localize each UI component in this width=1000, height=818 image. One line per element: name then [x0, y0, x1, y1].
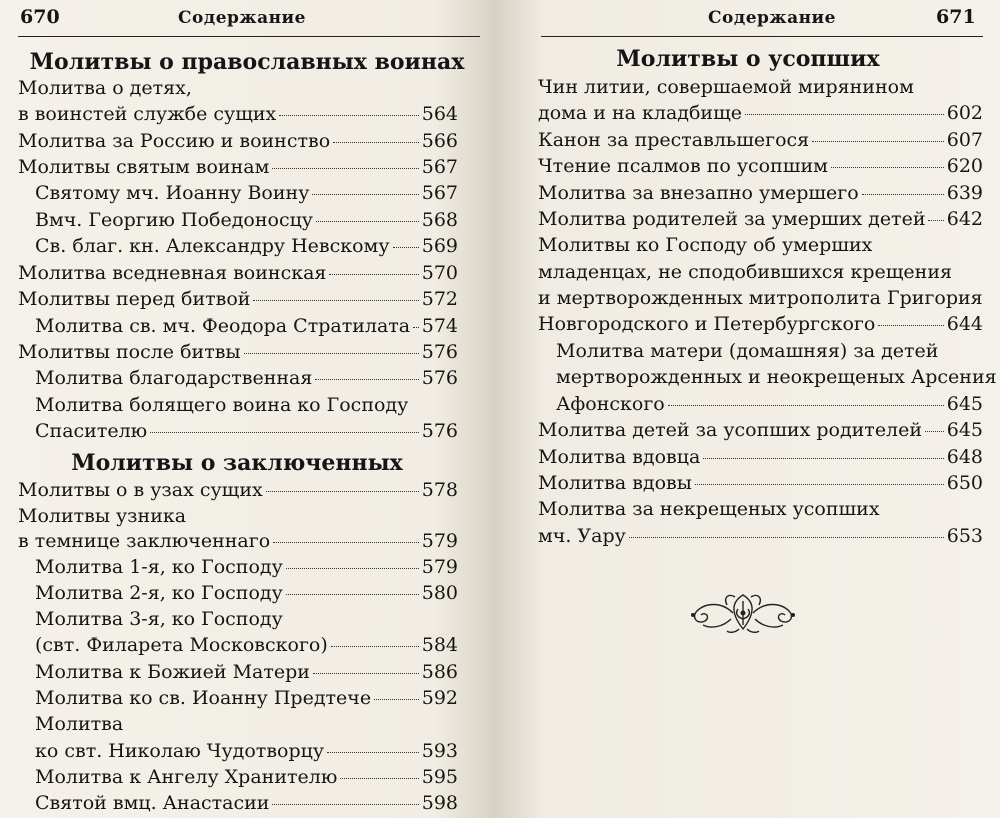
entry-page-number: 653 [946, 525, 983, 547]
toc-entry[interactable] [18, 156, 458, 178]
toc-entry[interactable] [18, 341, 458, 363]
toc-entry[interactable] [35, 766, 458, 788]
entry-title: Молитва за внезапно умершего [538, 182, 859, 204]
entry-title: Молитва вдовы [538, 472, 692, 494]
entry-page-number: 569 [421, 235, 458, 257]
toc-entry-line: Чин литии, совершаемой мирянином [538, 76, 914, 98]
entry-page-number: 645 [946, 393, 983, 415]
dot-leader [745, 113, 944, 115]
dot-leader [253, 299, 418, 301]
toc-entry[interactable] [35, 367, 458, 389]
entry-page-number: 579 [421, 530, 458, 552]
entry-title: Молитва ко св. Иоанну Предтече [35, 687, 372, 709]
dot-leader [393, 246, 419, 248]
entry-title: Молитва к Ангелу Хранителю [35, 766, 338, 788]
toc-entry[interactable] [18, 530, 458, 552]
dot-leader [312, 193, 418, 195]
dot-leader [862, 193, 944, 195]
toc-entry[interactable] [35, 556, 458, 578]
entry-page-number: 620 [946, 155, 983, 177]
entry-page-number: 568 [421, 209, 458, 231]
toc-entry[interactable] [538, 208, 983, 230]
toc-entry[interactable] [35, 420, 458, 442]
toc-entry[interactable] [538, 525, 983, 547]
toc-entry[interactable] [538, 419, 983, 441]
dot-leader [333, 141, 419, 143]
toc-entry-line: Молитва болящего воина ко Господу [35, 394, 409, 416]
entry-page-number: 564 [421, 103, 458, 125]
entry-title: Молитва вседневная воинская [18, 262, 327, 284]
toc-entry[interactable] [35, 687, 458, 709]
dot-leader [273, 541, 419, 543]
entry-title: ко свт. Николаю Чудотворцу [35, 740, 325, 762]
toc-entry[interactable] [35, 209, 458, 231]
entry-title: Новгородского и Петербургского [538, 313, 876, 335]
entry-title: Спасителю [35, 420, 148, 442]
entry-title: Молитва к Божией Матери [35, 661, 310, 683]
toc-entry-line: Молитвы ко Господу об умерших [538, 234, 873, 256]
entry-page-number: 648 [946, 446, 983, 468]
toc-entry-line: Молитва о детях, [18, 77, 192, 99]
dot-leader [374, 698, 419, 700]
entry-page-number: 593 [421, 740, 458, 762]
page-title: Содержание [708, 8, 836, 28]
dot-leader [695, 483, 944, 485]
toc-entry[interactable] [538, 102, 983, 124]
toc-entry[interactable] [18, 103, 458, 125]
entry-page-number: 574 [421, 315, 458, 337]
entry-page-number: 576 [421, 420, 458, 442]
dot-leader [812, 140, 944, 142]
toc-entry[interactable] [538, 129, 983, 151]
dot-leader [316, 220, 419, 222]
toc-entry[interactable] [35, 740, 458, 762]
entry-title: Святой вмц. Анастасии [35, 792, 270, 814]
section-heading: Молитвы о православных воинах [29, 49, 465, 75]
dot-leader [413, 326, 419, 328]
dot-leader [315, 378, 418, 380]
entry-title: Молитва детей за усопших родителей [538, 419, 923, 441]
entry-page-number: 645 [946, 419, 983, 441]
entry-title: (свт. Филарета Московского) [35, 634, 328, 656]
header-rule [18, 36, 480, 37]
entry-title: Молитва св. мч. Феодора Стратилата [35, 315, 411, 337]
entry-page-number: 578 [421, 479, 458, 501]
toc-entry[interactable] [538, 182, 983, 204]
entry-page-number: 595 [421, 766, 458, 788]
dot-leader [331, 645, 419, 647]
toc-entry[interactable] [538, 446, 983, 468]
entry-title: Молитвы после битвы [18, 341, 241, 363]
dot-leader [703, 457, 943, 459]
entry-page-number: 580 [421, 582, 458, 604]
dot-leader [150, 431, 419, 433]
section-heading: Молитвы о заключенных [71, 450, 403, 476]
entry-title: Чтение псалмов по усопшим [538, 155, 828, 177]
toc-entry[interactable] [35, 235, 458, 257]
toc-entry[interactable] [35, 182, 458, 204]
toc-entry-line: Молитва [35, 713, 124, 735]
dot-leader [272, 167, 418, 169]
dot-leader [244, 352, 419, 354]
entry-title: дома и на кладбище [538, 102, 742, 124]
toc-entry[interactable] [538, 472, 983, 494]
toc-entry[interactable] [18, 288, 458, 310]
toc-entry[interactable] [18, 479, 458, 501]
toc-entry[interactable] [35, 634, 458, 656]
entry-page-number: 598 [421, 792, 458, 814]
dot-leader [668, 404, 944, 406]
entry-title: Афонского [556, 393, 665, 415]
entry-title: Св. благ. кн. Александру Невскому [35, 235, 390, 257]
toc-entry-line: Молитва за некрещеных усопших [538, 498, 880, 520]
dot-leader [925, 430, 944, 432]
toc-entry-line: Молитва матери (домашняя) за детей [556, 340, 939, 362]
entry-title: Молитва благодарственная [35, 367, 313, 389]
toc-entry[interactable] [538, 313, 983, 335]
dot-leader [629, 536, 944, 538]
entry-page-number: 650 [946, 472, 983, 494]
entry-title: Молитва 2-я, ко Господу [35, 582, 283, 604]
entry-page-number: 579 [421, 556, 458, 578]
dot-leader [831, 166, 944, 168]
dot-leader [329, 273, 418, 275]
entry-page-number: 642 [946, 208, 983, 230]
right-page [493, 0, 1000, 818]
toc-entry[interactable] [556, 393, 983, 415]
dot-leader [279, 114, 418, 116]
toc-entry-line: Молитва 3-я, ко Господу [35, 608, 283, 630]
entry-title: в темнице заключеннаго [18, 530, 271, 552]
entry-page-number: 567 [421, 156, 458, 178]
entry-title: Молитва за Россию и воинство [18, 130, 331, 152]
left-page [0, 0, 493, 818]
entry-title: Молитвы о в узах сущих [18, 479, 263, 501]
entry-title: Молитва 1-я, ко Господу [35, 556, 283, 578]
entry-page-number: 592 [421, 687, 458, 709]
toc-entry-line: младенцах, не сподобившихся крещения [538, 261, 952, 283]
page-title: Содержание [178, 8, 306, 28]
toc-entry[interactable] [18, 130, 458, 152]
toc-entry[interactable] [35, 582, 458, 604]
entry-title: мч. Уару [538, 525, 626, 547]
dot-leader [928, 219, 943, 221]
dot-leader [272, 803, 418, 805]
entry-page-number: 570 [421, 262, 458, 284]
toc-entry[interactable] [35, 661, 458, 683]
page-number: 671 [936, 6, 976, 28]
entry-page-number: 639 [946, 182, 983, 204]
toc-entry-line: Молитвы узника [18, 505, 187, 527]
entry-page-number: 586 [421, 661, 458, 683]
entry-page-number: 607 [946, 129, 983, 151]
toc-entry[interactable] [35, 315, 458, 337]
entry-page-number: 602 [946, 102, 983, 124]
header-rule [541, 36, 983, 37]
dot-leader [286, 567, 419, 569]
entry-title: в воинстей службе сущих [18, 103, 277, 125]
entry-page-number: 576 [421, 367, 458, 389]
entry-title: Канон за преставльшегося [538, 129, 810, 151]
entry-title: Молитвы перед битвой [18, 288, 251, 310]
dot-leader [313, 672, 419, 674]
entry-page-number: 566 [421, 130, 458, 152]
floral-ornament-icon [683, 587, 803, 637]
entry-page-number: 584 [421, 634, 458, 656]
entry-title: Святому мч. Иоанну Воину [35, 182, 310, 204]
section-heading: Молитвы о усопших [616, 46, 880, 72]
dot-leader [327, 751, 419, 753]
entry-page-number: 572 [421, 288, 458, 310]
entry-page-number: 644 [946, 313, 983, 335]
dot-leader [340, 777, 418, 779]
dot-leader [878, 324, 943, 326]
dot-leader [266, 490, 419, 492]
entry-page-number: 567 [421, 182, 458, 204]
page-number: 670 [20, 6, 60, 28]
entry-title: Молитвы святым воинам [18, 156, 270, 178]
toc-entry-line: мертворожденных и неокрещеных Арсения [556, 366, 997, 388]
entry-title: Молитва вдовца [538, 446, 701, 468]
entry-title: Вмч. Георгию Победоносцу [35, 209, 313, 231]
entry-page-number: 576 [421, 341, 458, 363]
dot-leader [286, 593, 419, 595]
toc-entry[interactable] [35, 792, 458, 814]
entry-title: Молитва родителей за умерших детей [538, 208, 926, 230]
toc-entry[interactable] [18, 262, 458, 284]
toc-entry[interactable] [538, 155, 983, 177]
toc-entry-line: и мертворожденных митрополита Григория [538, 287, 983, 309]
